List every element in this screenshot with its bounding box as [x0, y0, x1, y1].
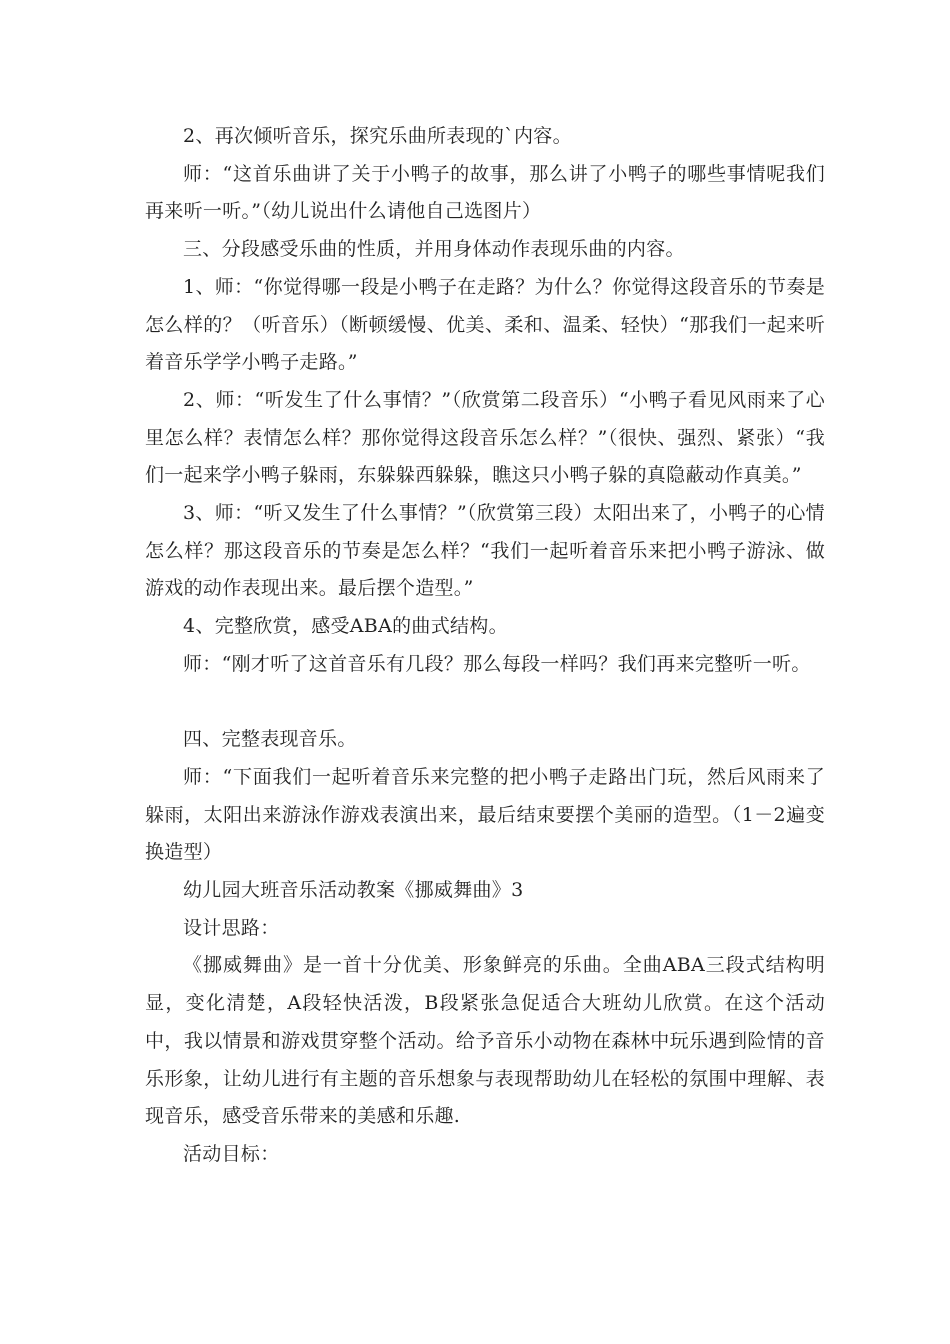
paragraph-step-2-listen-again: 2、再次倾听音乐，探究乐曲所表现的`内容。 — [183, 125, 572, 147]
section-heading-four: 四、完整表现音乐。 — [183, 728, 357, 751]
section-heading-three: 三、分段感受乐曲的性质，并用身体动作表现乐曲的内容。 — [183, 238, 685, 261]
paragraph-teacher-full-performance: 师：“下面我们一起听着音乐来完整的把小鸭子走路出门玩，然后风雨来了躲雨，太阳出来游泳作游戏表演出来，最后结束要摆个美丽的造型。（1－2遍变换造型） — [145, 765, 825, 864]
paragraph-step-4-aba: 4、完整欣赏，感受ABA的曲式结构。 — [183, 615, 508, 638]
paragraph-teacher-story-question: 师：“这首乐曲讲了关于小鸭子的故事，那么讲了小鸭子的哪些事情呢我们再来听一听。”（幼儿说出什么请他自己选图片） — [145, 162, 825, 223]
activity-goals-heading: 活动目标： — [183, 1142, 280, 1165]
lesson-title: 幼儿园大班音乐活动教案《挪威舞曲》3 — [183, 879, 524, 902]
document-body — [145, 118, 825, 1174]
paragraph-step-2-rain: 2、师：“听发生了什么事情？”（欣赏第二段音乐）“小鸭子看见风雨来了心里怎么样？表情怎么样？那你觉得这段音乐怎么样？”（很快、强烈、紧张）“我们一起来学小鸭子躲雨，东躲躲西躲躲，瞧这只小鸭子躲的真隐蔽动作真美。” — [145, 388, 825, 487]
paragraph-teacher-how-many-sections: 师：“刚才听了这首音乐有几段？那么每段一样吗？我们再来完整听一听。 — [183, 652, 811, 675]
paragraph-step-3-sun: 3、师：“听又发生了什么事情？”（欣赏第三段）太阳出来了，小鸭子的心情怎么样？那这段音乐的节奏是怎么样？“我们一起听着音乐来把小鸭子游泳、做游戏的动作表现出来。最后摆个造型。” — [145, 502, 825, 600]
paragraph-design-idea: 《挪威舞曲》是一首十分优美、形象鲜亮的乐曲。全曲ABA三段式结构明显，变化清楚，A段轻快活泼，B段紧张急促适合大班幼儿欣赏。在这个活动中，我以情景和游戏贯穿整个活动。给予音乐小动物在森林中玩乐遇到险情的音乐形象，让幼儿进行有主题的音乐想象与表现帮助幼儿在轻松的氛围中理解、表现音乐，感受音乐带来的美感和乐趣. — [145, 954, 825, 1128]
blank-line — [145, 684, 825, 722]
paragraph-step-1-walking: 1、师：“你觉得哪一段是小鸭子在走路？为什么？你觉得这段音乐的节奏是怎么样的？（听音乐）（断顿缓慢、优美、柔和、温柔、轻快）“那我们一起来听着音乐学学小鸭子走路。” — [145, 275, 825, 374]
design-idea-heading: 设计思路： — [183, 916, 280, 939]
